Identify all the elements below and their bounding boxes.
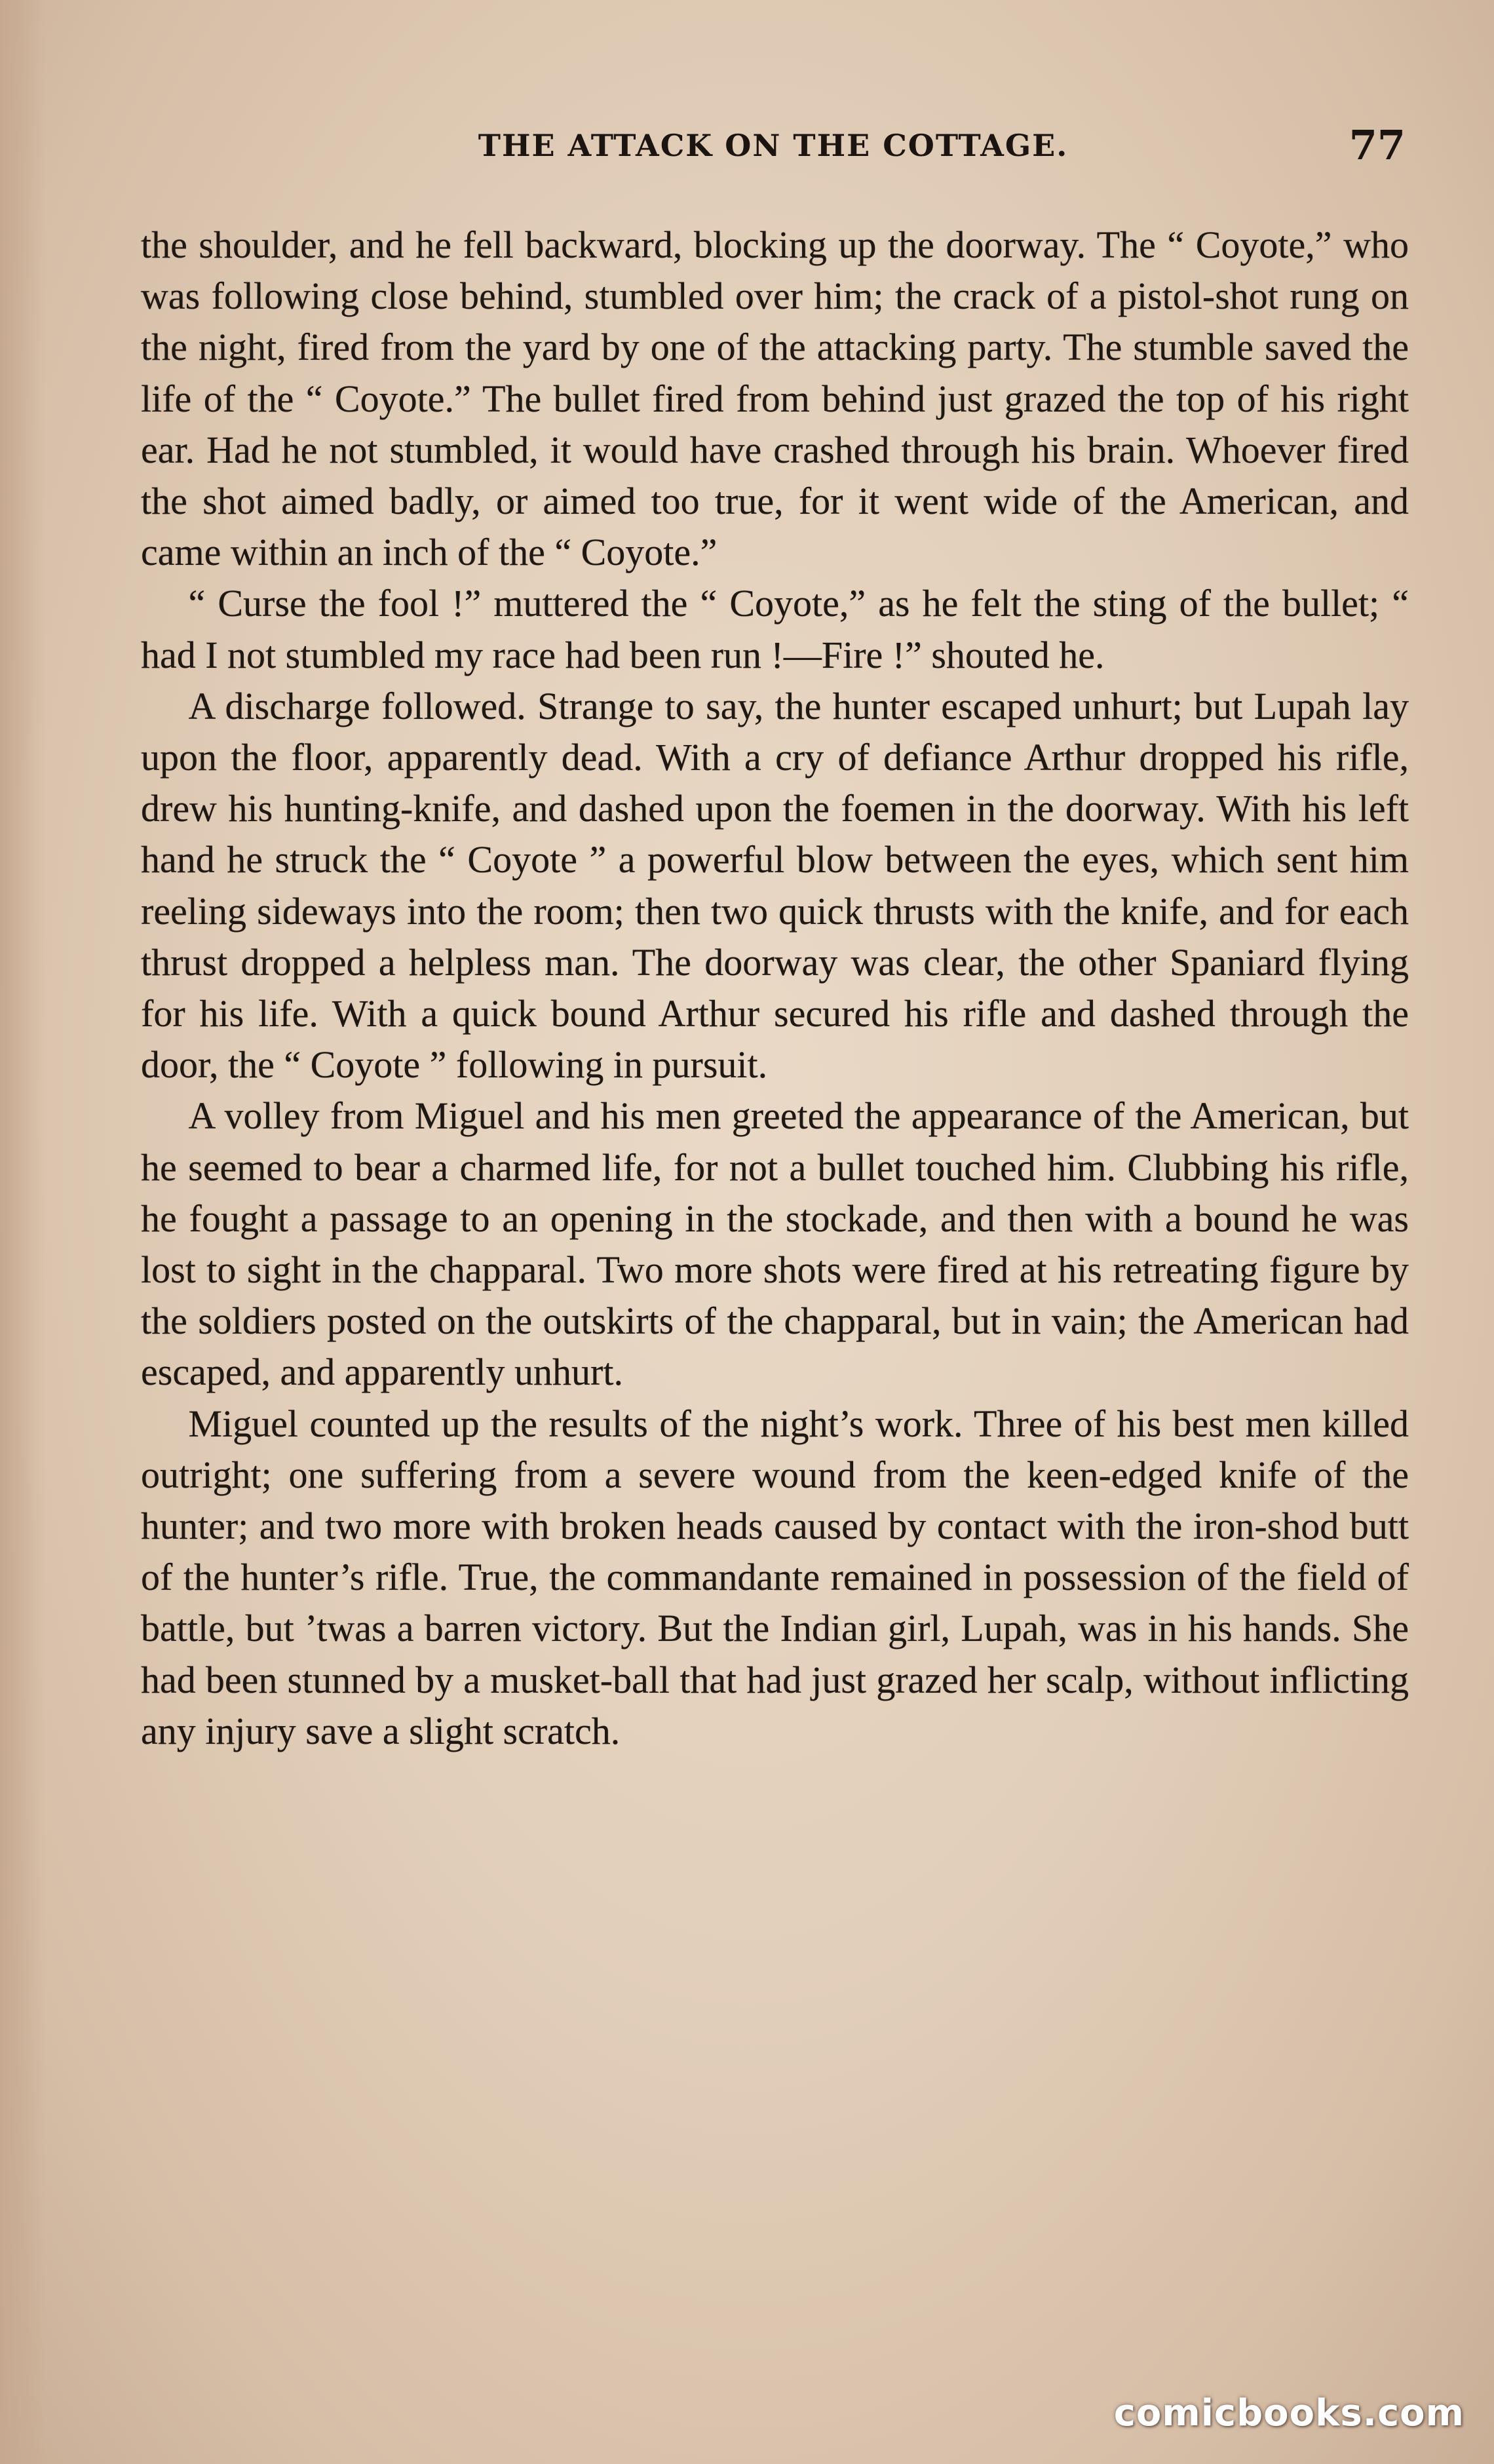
paragraph: the shoulder, and he fell backward, blocking up the doorway. The “ Coyote,” who was following close behind, stumbled over him; the crack of a pistol-shot rung on the night, fired from the yard by one of the attacking party. The stumble saved the life of the “ Coyote.” The bullet fired from behind just grazed the top of his right ear. Had he not stumbled, it would have crashed through his brain. Whoever fired the shot aimed badly, or aimed too true, for it went wide of the American, and came within an inch of the “ Coyote.” [141,223,1409,574]
paragraph: A discharge followed. Strange to say, the hunter escaped unhurt; but Lupah lay upon the floor, apparently dead. With a cry of defiance Arthur dropped his rifle, drew his hunting-knife, and dashed upon the foemen in the doorway. With his left hand he struck the “ Coyote ” a powerful blow between the eyes, which sent him reeling sideways into the room; then two quick thrusts with the knife, and for each thrust dropped a helpless man. The doorway was clear, the other Spaniard flying for his life. With a quick bound Arthur secured his rifle and dashed through the door, the “ Coyote ” following in pursuit. [141,684,1409,1087]
watermark: comicbooks.com [1113,2392,1465,2435]
paragraph: Miguel counted up the results of the night’s work. Three of his best men killed outright; one suffering from a severe wound from the keen-edged knife of the hunter; and two more with broken heads caused by contact with the iron-shod butt of the hunter’s rifle. True, the commandante remained in possession of the field of battle, but ’twas a barren victory. But the Indian girl, Lupah, was in his hands. She had been stunned by a musket-ball that had just grazed her scalp, without inflicting any injury save a slight scratch. [141,1402,1409,1752]
page-edge-shadow [0,0,46,2464]
running-title: THE ATTACK ON THE COTTAGE. [478,128,1069,163]
paragraph: “ Curse the fool !” muttered the “ Coyote,” as he felt the sting of the bullet; “ had I not stumbled my race had been run !—Fire !” shouted he. [141,582,1409,676]
body-text [141,220,1409,1757]
page-header [141,121,1406,180]
paragraph: A volley from Miguel and his men greeted the appearance of the American, but he seemed to bear a charmed life, for not a bullet touched him. Clubbing his rifle, he fought a passage to an opening in the stockade, and then with a bound he was lost to sight in the chapparal. Two more shots were fired at his retreating figure by the soldiers posted on the outskirts of the chapparal, but in vain; the American had escaped, and apparently unhurt. [141,1094,1409,1394]
page-number: 77 [1349,121,1406,169]
